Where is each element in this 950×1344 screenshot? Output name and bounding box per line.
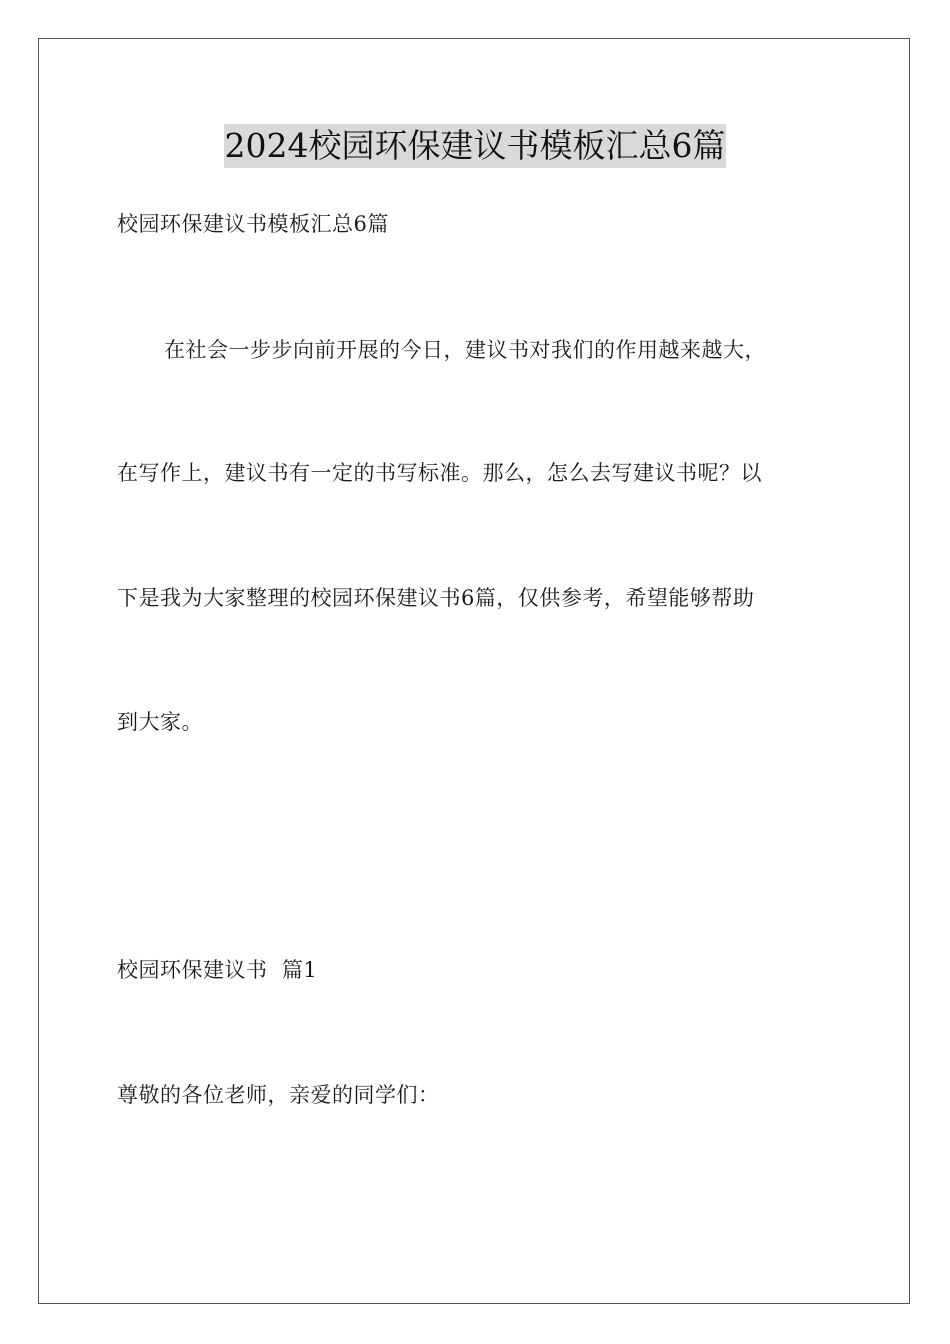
intro-line-3: 下是我为大家整理的校园环保建议书6篇，仅供参考，希望能够帮助 (117, 586, 755, 610)
title-container (0, 124, 950, 168)
salutation: 尊敬的各位老师，亲爱的同学们： (117, 1083, 440, 1107)
document-subtitle: 校园环保建议书模板汇总6篇 (117, 212, 389, 236)
section-heading: 校园环保建议书 篇1 (117, 958, 318, 982)
document-title: 2024校园环保建议书模板汇总6篇 (224, 124, 727, 168)
intro-line-1: 在社会一步步向前开展的今日，建议书对我们的作用越来越大， (164, 338, 766, 362)
intro-line-2: 在写作上，建议书有一定的书写标准。那么，怎么去写建议书呢？以 (117, 461, 762, 485)
intro-line-4: 到大家。 (117, 710, 203, 734)
